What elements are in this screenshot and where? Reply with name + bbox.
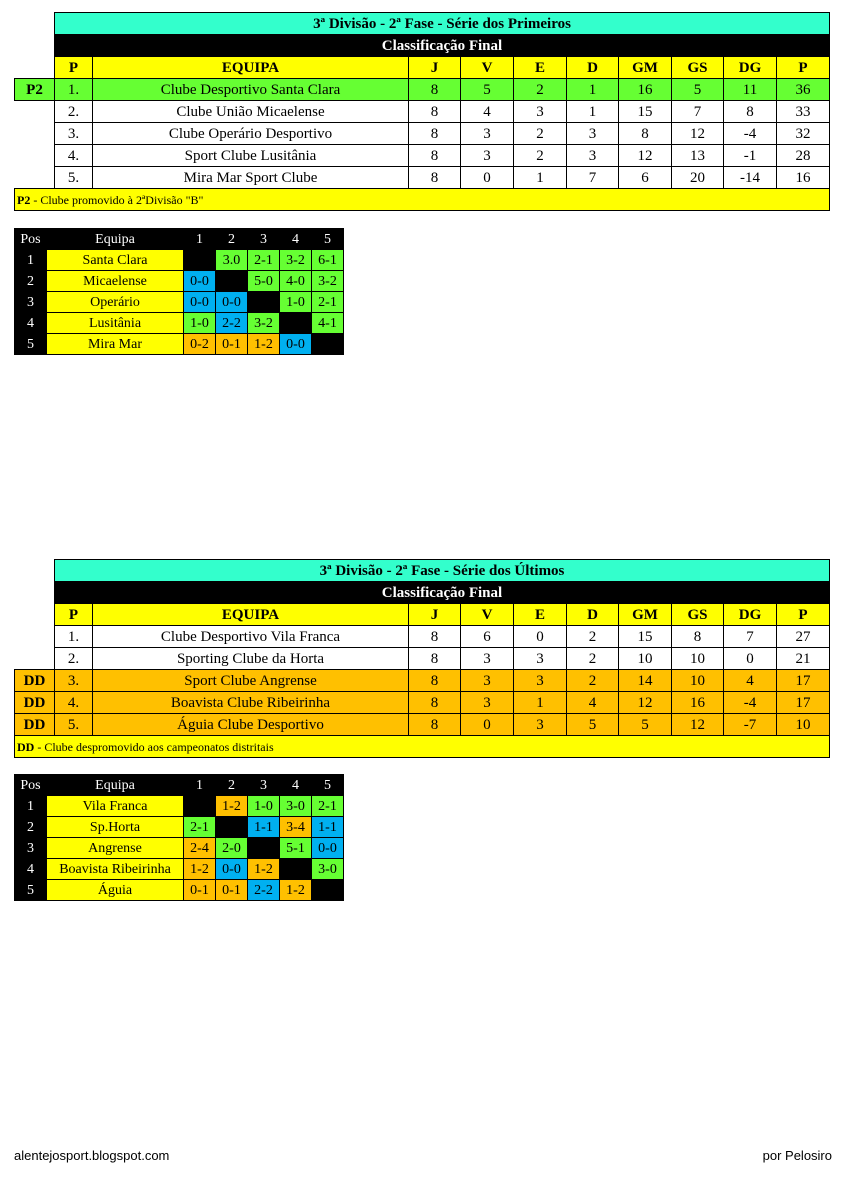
cell-goals-against: 20 <box>672 167 724 189</box>
match-score: 2-1 <box>312 292 344 313</box>
matrix-header-col: 1 <box>184 775 216 796</box>
matrix-pos: 1 <box>15 796 47 817</box>
cell-losses: 2 <box>567 626 619 648</box>
cell-draws: 3 <box>514 670 567 692</box>
cell-goal-diff: 7 <box>724 626 777 648</box>
table-title: 3ª Divisão - 2ª Fase - Série dos Primeiros <box>55 13 830 35</box>
cell-points: 10 <box>777 714 830 736</box>
cell-goals-against: 10 <box>672 648 724 670</box>
match-score: 3.0 <box>216 250 248 271</box>
cell-losses: 3 <box>567 123 619 145</box>
cell-pos: 4. <box>55 692 93 714</box>
standings-table <box>14 559 830 758</box>
header-e: E <box>514 57 567 79</box>
table-subtitle: Classificação Final <box>55 35 830 57</box>
matrix-row <box>15 880 344 901</box>
table-row <box>15 123 830 145</box>
cell-wins: 3 <box>461 145 514 167</box>
matrix-team: Vila Franca <box>47 796 184 817</box>
cell-goals-against: 5 <box>672 79 724 101</box>
header-gm: GM <box>619 604 672 626</box>
match-score: 2-1 <box>184 817 216 838</box>
match-score: 2-2 <box>248 880 280 901</box>
header-d: D <box>567 57 619 79</box>
header-d: D <box>567 604 619 626</box>
matrix-team: Operário <box>47 292 184 313</box>
cell-goals-for: 12 <box>619 692 672 714</box>
cell-goal-diff: -7 <box>724 714 777 736</box>
cell-wins: 4 <box>461 101 514 123</box>
match-score: 1-0 <box>184 313 216 334</box>
cell-wins: 5 <box>461 79 514 101</box>
matrix-row <box>15 334 344 355</box>
cell-goal-diff: -4 <box>724 692 777 714</box>
cell-pos: 1. <box>55 79 93 101</box>
cell-wins: 0 <box>461 714 514 736</box>
matrix-row <box>15 796 344 817</box>
cell-losses: 3 <box>567 145 619 167</box>
match-score <box>312 880 344 901</box>
status-tag <box>15 101 55 123</box>
matrix-team: Angrense <box>47 838 184 859</box>
match-score <box>184 796 216 817</box>
matrix-header-col: 3 <box>248 229 280 250</box>
cell-games: 8 <box>409 692 461 714</box>
cell-wins: 3 <box>461 670 514 692</box>
cell-team-name: Sport Clube Lusitânia <box>93 145 409 167</box>
matrix-pos: 5 <box>15 880 47 901</box>
cell-pos: 3. <box>55 670 93 692</box>
status-tag <box>15 626 55 648</box>
match-score: 3-2 <box>280 250 312 271</box>
cell-games: 8 <box>409 101 461 123</box>
cell-pos: 1. <box>55 626 93 648</box>
match-score <box>280 859 312 880</box>
cell-games: 8 <box>409 123 461 145</box>
cell-team-name: Sporting Clube da Horta <box>93 648 409 670</box>
results-matrix <box>14 228 344 355</box>
header-points: P <box>777 604 830 626</box>
match-score: 1-2 <box>280 880 312 901</box>
match-score: 0-1 <box>216 880 248 901</box>
cell-goal-diff: 8 <box>724 101 777 123</box>
cell-goals-for: 8 <box>619 123 672 145</box>
match-score: 0-1 <box>216 334 248 355</box>
cell-pos: 3. <box>55 123 93 145</box>
matrix-pos: 1 <box>15 250 47 271</box>
match-score: 5-1 <box>280 838 312 859</box>
cell-draws: 3 <box>514 714 567 736</box>
table-row <box>15 167 830 189</box>
header-v: V <box>461 604 514 626</box>
cell-points: 17 <box>777 670 830 692</box>
matrix-header-col: 2 <box>216 229 248 250</box>
cell-goals-for: 15 <box>619 101 672 123</box>
legend-tag: DD <box>17 739 35 754</box>
match-score: 0-1 <box>184 880 216 901</box>
matrix-header-col: 4 <box>280 229 312 250</box>
cell-draws: 2 <box>514 145 567 167</box>
match-score <box>248 292 280 313</box>
cell-games: 8 <box>409 145 461 167</box>
cell-losses: 1 <box>567 79 619 101</box>
cell-team-name: Clube Desportivo Santa Clara <box>93 79 409 101</box>
match-score: 3-2 <box>248 313 280 334</box>
match-score: 3-0 <box>312 859 344 880</box>
cell-goals-against: 7 <box>672 101 724 123</box>
table-row <box>15 670 830 692</box>
match-score: 1-2 <box>184 859 216 880</box>
cell-draws: 3 <box>514 648 567 670</box>
matrix-header-col: 5 <box>312 229 344 250</box>
footer-author: por Pelosiro <box>762 1148 832 1163</box>
table-row <box>15 145 830 167</box>
match-score: 5-0 <box>248 271 280 292</box>
matrix-team: Micaelense <box>47 271 184 292</box>
cell-draws: 0 <box>514 626 567 648</box>
matrix-team: Águia <box>47 880 184 901</box>
results-matrix-section-1 <box>14 228 344 355</box>
header-gm: GM <box>619 57 672 79</box>
cell-goals-for: 12 <box>619 145 672 167</box>
matrix-row <box>15 313 344 334</box>
cell-draws: 2 <box>514 123 567 145</box>
matrix-header-pos: Pos <box>15 775 47 796</box>
status-tag: DD <box>15 670 55 692</box>
cell-losses: 2 <box>567 670 619 692</box>
table-row <box>15 714 830 736</box>
table-row <box>15 79 830 101</box>
match-score: 0-0 <box>280 334 312 355</box>
match-score: 3-2 <box>312 271 344 292</box>
match-score: 0-0 <box>184 292 216 313</box>
results-matrix-section-2 <box>14 774 344 901</box>
matrix-pos: 2 <box>15 817 47 838</box>
match-score: 1-1 <box>248 817 280 838</box>
match-score: 0-0 <box>216 292 248 313</box>
matrix-pos: 4 <box>15 859 47 880</box>
match-score: 0-2 <box>184 334 216 355</box>
cell-goals-against: 12 <box>672 123 724 145</box>
cell-draws: 1 <box>514 167 567 189</box>
header-pos: P <box>55 604 93 626</box>
legend-text: - Clube despromovido aos campeonatos distritais <box>34 739 274 754</box>
match-score <box>248 838 280 859</box>
matrix-header-team: Equipa <box>47 229 184 250</box>
table-title: 3ª Divisão - 2ª Fase - Série dos Últimos <box>55 560 830 582</box>
cell-losses: 1 <box>567 101 619 123</box>
note-row <box>15 189 830 211</box>
matrix-team: Santa Clara <box>47 250 184 271</box>
header-gs: GS <box>672 604 724 626</box>
cell-goals-against: 8 <box>672 626 724 648</box>
match-score: 3-4 <box>280 817 312 838</box>
status-tag: P2 <box>15 79 55 101</box>
match-score <box>184 250 216 271</box>
matrix-team: Sp.Horta <box>47 817 184 838</box>
cell-games: 8 <box>409 714 461 736</box>
cell-team-name: Clube Operário Desportivo <box>93 123 409 145</box>
status-tag <box>15 123 55 145</box>
matrix-header-col: 3 <box>248 775 280 796</box>
matrix-pos: 4 <box>15 313 47 334</box>
match-score <box>216 817 248 838</box>
match-score: 1-1 <box>312 817 344 838</box>
cell-pos: 5. <box>55 714 93 736</box>
cell-losses: 4 <box>567 692 619 714</box>
cell-draws: 1 <box>514 692 567 714</box>
cell-team-name: Boavista Clube Ribeirinha <box>93 692 409 714</box>
match-score <box>280 313 312 334</box>
matrix-team: Mira Mar <box>47 334 184 355</box>
status-tag <box>15 648 55 670</box>
match-score: 2-4 <box>184 838 216 859</box>
matrix-pos: 5 <box>15 334 47 355</box>
status-tag <box>15 167 55 189</box>
matrix-row <box>15 250 344 271</box>
header-team: EQUIPA <box>93 57 409 79</box>
cell-points: 16 <box>777 167 830 189</box>
cell-wins: 3 <box>461 123 514 145</box>
match-score: 3-0 <box>280 796 312 817</box>
cell-pos: 4. <box>55 145 93 167</box>
cell-goal-diff: 0 <box>724 648 777 670</box>
header-pos: P <box>55 57 93 79</box>
header-dg: DG <box>724 604 777 626</box>
header-e: E <box>514 604 567 626</box>
cell-games: 8 <box>409 167 461 189</box>
matrix-team: Boavista Ribeirinha <box>47 859 184 880</box>
matrix-header-col: 5 <box>312 775 344 796</box>
cell-team-name: Clube Desportivo Vila Franca <box>93 626 409 648</box>
cell-team-name: Clube União Micaelense <box>93 101 409 123</box>
header-points: P <box>777 57 830 79</box>
cell-losses: 2 <box>567 648 619 670</box>
cell-goal-diff: -1 <box>724 145 777 167</box>
cell-goals-for: 16 <box>619 79 672 101</box>
matrix-header <box>15 229 344 250</box>
cell-goal-diff: 11 <box>724 79 777 101</box>
cell-wins: 3 <box>461 692 514 714</box>
table-subtitle: Classificação Final <box>55 582 830 604</box>
cell-goals-against: 13 <box>672 145 724 167</box>
cell-goals-for: 10 <box>619 648 672 670</box>
cell-team-name: Sport Clube Angrense <box>93 670 409 692</box>
cell-goals-for: 14 <box>619 670 672 692</box>
matrix-header-team: Equipa <box>47 775 184 796</box>
cell-games: 8 <box>409 670 461 692</box>
cell-goals-for: 15 <box>619 626 672 648</box>
cell-wins: 0 <box>461 167 514 189</box>
cell-pos: 2. <box>55 648 93 670</box>
cell-games: 8 <box>409 648 461 670</box>
match-score: 4-1 <box>312 313 344 334</box>
matrix-pos: 3 <box>15 292 47 313</box>
match-score: 0-0 <box>312 838 344 859</box>
match-score: 2-0 <box>216 838 248 859</box>
cell-goal-diff: -4 <box>724 123 777 145</box>
table-row <box>15 648 830 670</box>
match-score: 1-2 <box>248 859 280 880</box>
cell-pos: 5. <box>55 167 93 189</box>
cell-goals-for: 6 <box>619 167 672 189</box>
match-score: 4-0 <box>280 271 312 292</box>
cell-losses: 5 <box>567 714 619 736</box>
match-score <box>216 271 248 292</box>
cell-points: 17 <box>777 692 830 714</box>
cell-goals-against: 16 <box>672 692 724 714</box>
header-dg: DG <box>724 57 777 79</box>
header-gs: GS <box>672 57 724 79</box>
status-tag: DD <box>15 692 55 714</box>
match-score: 2-1 <box>248 250 280 271</box>
cell-draws: 2 <box>514 79 567 101</box>
note-row <box>15 736 830 758</box>
table-row <box>15 626 830 648</box>
header-team: EQUIPA <box>93 604 409 626</box>
cell-losses: 7 <box>567 167 619 189</box>
matrix-header-col: 1 <box>184 229 216 250</box>
cell-goal-diff: 4 <box>724 670 777 692</box>
status-tag <box>15 145 55 167</box>
matrix-row <box>15 859 344 880</box>
cell-team-name: Mira Mar Sport Clube <box>93 167 409 189</box>
matrix-row <box>15 838 344 859</box>
match-score: 0-0 <box>216 859 248 880</box>
match-score: 0-0 <box>184 271 216 292</box>
cell-goal-diff: -14 <box>724 167 777 189</box>
matrix-row <box>15 271 344 292</box>
matrix-header <box>15 775 344 796</box>
matrix-pos: 3 <box>15 838 47 859</box>
legend-tag: P2 <box>17 192 31 207</box>
cell-points: 32 <box>777 123 830 145</box>
results-matrix <box>14 774 344 901</box>
status-tag: DD <box>15 714 55 736</box>
cell-games: 8 <box>409 626 461 648</box>
legend-note <box>15 736 830 758</box>
cell-points: 28 <box>777 145 830 167</box>
cell-points: 27 <box>777 626 830 648</box>
matrix-row <box>15 817 344 838</box>
cell-team-name: Águia Clube Desportivo <box>93 714 409 736</box>
cell-goals-for: 5 <box>619 714 672 736</box>
match-score: 2-2 <box>216 313 248 334</box>
cell-pos: 2. <box>55 101 93 123</box>
cell-wins: 6 <box>461 626 514 648</box>
match-score: 2-1 <box>312 796 344 817</box>
cell-wins: 3 <box>461 648 514 670</box>
matrix-row <box>15 292 344 313</box>
legend-text: - Clube promovido à 2ªDivisão "B" <box>30 192 204 207</box>
cell-points: 33 <box>777 101 830 123</box>
header-j: J <box>409 57 461 79</box>
matrix-header-col: 2 <box>216 775 248 796</box>
standings-table <box>14 12 830 211</box>
cell-goals-against: 12 <box>672 714 724 736</box>
match-score: 1-2 <box>216 796 248 817</box>
table-row <box>15 692 830 714</box>
table-row <box>15 101 830 123</box>
match-score: 1-2 <box>248 334 280 355</box>
matrix-pos: 2 <box>15 271 47 292</box>
cell-games: 8 <box>409 79 461 101</box>
standings-section-2 <box>14 559 830 758</box>
standings-section-1 <box>14 12 830 211</box>
matrix-header-col: 4 <box>280 775 312 796</box>
match-score <box>312 334 344 355</box>
match-score: 1-0 <box>280 292 312 313</box>
matrix-team: Lusitânia <box>47 313 184 334</box>
cell-goals-against: 10 <box>672 670 724 692</box>
footer-site: alentejosport.blogspot.com <box>14 1148 170 1163</box>
header-v: V <box>461 57 514 79</box>
cell-points: 36 <box>777 79 830 101</box>
match-score: 6-1 <box>312 250 344 271</box>
cell-points: 21 <box>777 648 830 670</box>
legend-note <box>15 189 830 211</box>
matrix-header-pos: Pos <box>15 229 47 250</box>
match-score: 1-0 <box>248 796 280 817</box>
cell-draws: 3 <box>514 101 567 123</box>
header-j: J <box>409 604 461 626</box>
